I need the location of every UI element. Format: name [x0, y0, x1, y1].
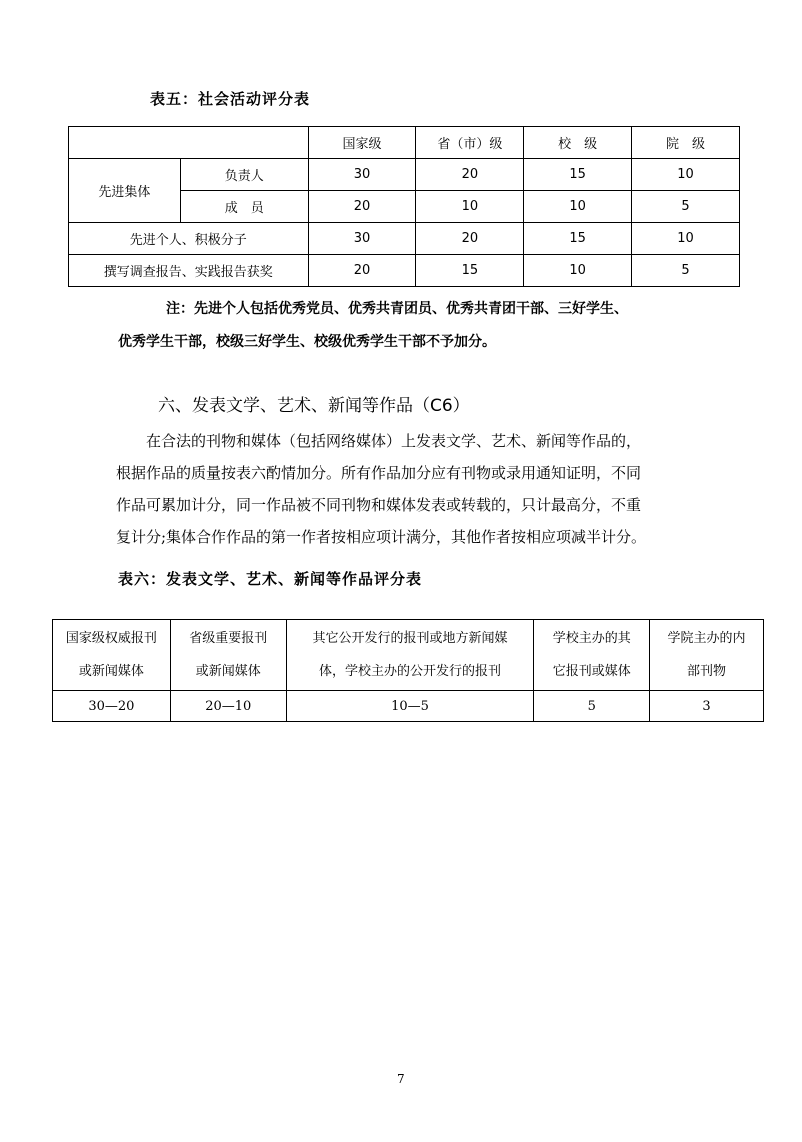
cell-value: 20: [308, 191, 416, 223]
header-line: 其它公开发行的报刊或地方新闻媒: [312, 631, 508, 646]
table-row: [69, 223, 740, 255]
cell-value: 20—10: [170, 691, 286, 722]
table5-note-line2: 优秀学生干部，校级三好学生、校级优秀学生干部不予加分。: [118, 334, 496, 350]
cell-value: 30: [308, 159, 416, 191]
header-provincial-media: [170, 620, 286, 691]
paragraph-line: 作品可累加计分，同一作品被不同刊物和媒体发表或转载的，只计最高分，不重: [116, 496, 642, 514]
header-national: 国家级: [308, 127, 416, 159]
header-line: 国家级权威报刊: [65, 631, 157, 646]
cell-value: 5: [632, 255, 740, 287]
section6-heading: 六、发表文学、艺术、新闻等作品（C6）: [158, 396, 470, 416]
sub-label-member: 成 员: [180, 191, 308, 223]
cell-value: 15: [524, 159, 632, 191]
sub-label-leader: 负责人: [180, 159, 308, 191]
header-college-internal: [650, 620, 764, 691]
cell-value: 30—20: [53, 691, 171, 722]
header-line: 学院主办的内: [667, 631, 746, 646]
header-national-media: [53, 620, 171, 691]
section6-paragraph: [116, 425, 716, 553]
table6-title: 表六：发表文学、艺术、新闻等作品评分表: [118, 570, 423, 588]
header-line: 学校主办的其: [552, 631, 631, 646]
cell-value: 10—5: [286, 691, 534, 722]
header-provincial: 省（市）级: [416, 127, 524, 159]
cell-value: 5: [534, 691, 650, 722]
cell-value: 10: [524, 255, 632, 287]
header-college: 院 级: [632, 127, 740, 159]
cell-value: 30: [308, 223, 416, 255]
cell-value: 10: [632, 223, 740, 255]
cell-value: 20: [416, 159, 524, 191]
cell-value: 10: [416, 191, 524, 223]
header-line: 部刊物: [687, 664, 727, 679]
header-line: 或新闻媒体: [195, 664, 261, 679]
header-line: 体，学校主办的公开发行的报刊: [318, 664, 501, 679]
table-row: [69, 255, 740, 287]
paragraph-line: 在合法的刊物和媒体（包括网络媒体）上发表文学、艺术、新闻等作品的，: [146, 432, 642, 450]
cell-value: 10: [524, 191, 632, 223]
table-row: [69, 159, 740, 191]
page-number: 7: [397, 1072, 405, 1086]
header-school-media: [534, 620, 650, 691]
social-activity-score-table: [68, 126, 740, 287]
table5-title: 表五：社会活动评分表: [150, 90, 311, 108]
cell-value: 20: [416, 223, 524, 255]
table5-note-line1: 注：先进个人包括优秀党员、优秀共青团员、优秀共青团干部、三好学生、: [166, 301, 628, 317]
table-header-row: [69, 127, 740, 159]
header-school: 校 级: [524, 127, 632, 159]
publication-score-table: [52, 619, 764, 722]
header-line: 省级重要报刊: [189, 631, 268, 646]
cell-value: 20: [308, 255, 416, 287]
table-header-row: [53, 620, 764, 691]
header-other-public-media: [286, 620, 534, 691]
cell-value: 5: [632, 191, 740, 223]
table-row: [53, 691, 764, 722]
row-label-advanced-individual: 先进个人、积极分子: [69, 223, 309, 255]
row-label-report-award: 撰写调查报告、实践报告获奖: [69, 255, 309, 287]
header-line: 或新闻媒体: [78, 664, 144, 679]
cell-value: 3: [650, 691, 764, 722]
header-empty-cell: [69, 127, 309, 159]
paragraph-line: 复计分;集体合作作品的第一作者按相应项计满分，其他作者按相应项减半计分。: [116, 528, 647, 546]
cell-value: 15: [416, 255, 524, 287]
group-label-advanced-collective: 先进集体: [69, 159, 181, 223]
header-line: 它报刊或媒体: [552, 664, 631, 679]
paragraph-line: 根据作品的质量按表六酌情加分。所有作品加分应有刊物或录用通知证明，不同: [116, 464, 642, 482]
cell-value: 15: [524, 223, 632, 255]
cell-value: 10: [632, 159, 740, 191]
